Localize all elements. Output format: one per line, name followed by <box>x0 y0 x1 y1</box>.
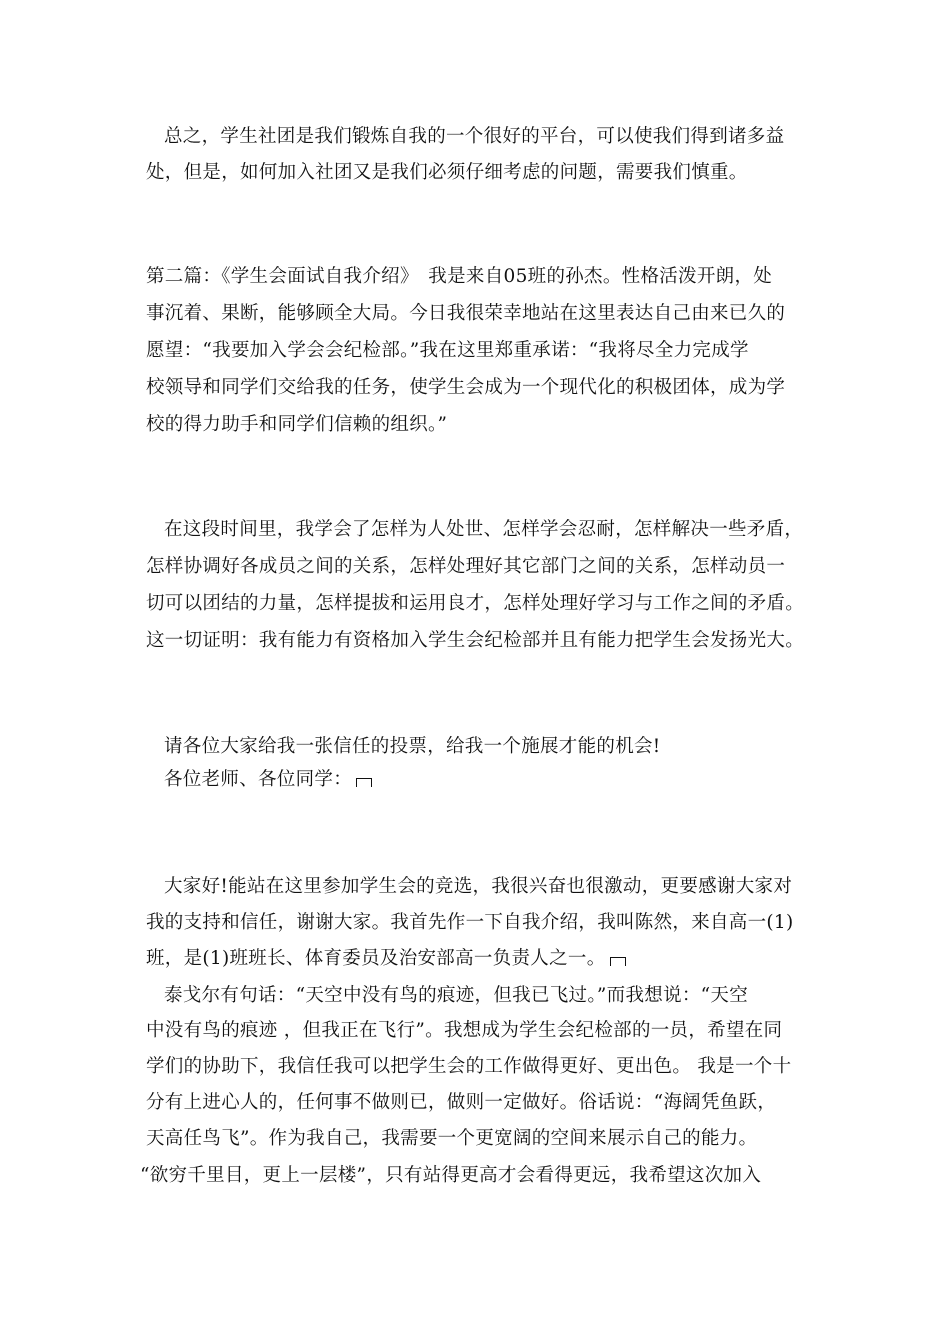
para7-line6: “欲穷千里目，更上一层楼”，只有站得更高才会看得更远，我希望这次加入 <box>140 1165 762 1186</box>
salutation-text: 各位老师、各位同学： <box>164 769 353 790</box>
para2-line2: 事沉着、果断，能够顾全大局。今日我很荣幸地站在这里表达自己由来已久的 <box>146 303 786 324</box>
para3-line3: 切可以团结的力量，怎样提拔和运用良才，怎样处理好学习与工作之间的矛盾。 <box>146 593 805 614</box>
para6-line2: 我的支持和信任，谢谢大家。我首先作一下自我介绍，我叫陈然，来自高一(1) <box>146 912 794 933</box>
para3-line2: 怎样协调好各成员之间的关系，怎样处理好其它部门之间的关系，怎样动员一 <box>146 556 786 577</box>
para6-line1: 大家好!能站在这里参加学生会的竞选，我很兴奋也很激动，更要感谢大家对 <box>164 876 793 897</box>
para7-line3: 学们的协助下，我信任我可以把学生会的工作做得更好、更出色。 我是一个十 <box>146 1056 792 1077</box>
para2-line3: 愿望：“我要加入学会会纪检部。”我在这里郑重承诺：“我将尽全力完成学 <box>146 340 749 361</box>
para2-line5: 校的得力助手和同学们信赖的组织。” <box>146 414 448 435</box>
para7-line2: 中没有鸟的痕迹 ，但我正在飞行”。我想成为学生会纪检部的一员，希望在同 <box>146 1020 783 1041</box>
para2-line1: 第二篇：《学生会面试自我介绍》 我是来自05班的孙杰。性格活泼开朗，处 <box>146 266 773 287</box>
para7-line1: 泰戈尔有句话：“天空中没有鸟的痕迹，但我已飞过。”而我想说：“天空 <box>164 985 749 1006</box>
para1-line2: 处，但是，如何加入社团又是我们必须仔细考虑的问题，需要我们慎重。 <box>146 162 748 183</box>
para5-line1 <box>164 767 372 793</box>
para4-line1: 请各位大家给我一张信任的投票，给我一个施展才能的机会! <box>164 736 661 757</box>
para7-line4: 分有上进心人的，任何事不做则已，做则一定做好。俗话说：“海阔凭鱼跃， <box>146 1092 777 1113</box>
bracket-mark-icon <box>356 778 372 787</box>
para3-line4: 这一切证明：我有能力有资格加入学生会纪检部并且有能力把学生会发扬光大。 <box>146 630 805 651</box>
para1-line1: 总之，学生社团是我们锻炼自我的一个很好的平台，可以使我们得到诸多益 <box>164 126 785 147</box>
para3-line1: 在这段时间里，我学会了怎样为人处世、怎样学会忍耐，怎样解决一些矛盾， <box>164 519 804 540</box>
para6-line3-text: 班，是(1)班班长、体育委员及治安部高一负责人之一。 <box>146 948 606 969</box>
para7-line5: 天高任鸟飞”。作为我自己，我需要一个更宽阔的空间来展示自己的能力。 <box>146 1128 758 1149</box>
para2-line4: 校领导和同学们交给我的任务，使学生会成为一个现代化的积极团体，成为学 <box>146 377 786 398</box>
para6-line3 <box>146 946 626 972</box>
bracket-mark-icon <box>610 957 626 966</box>
